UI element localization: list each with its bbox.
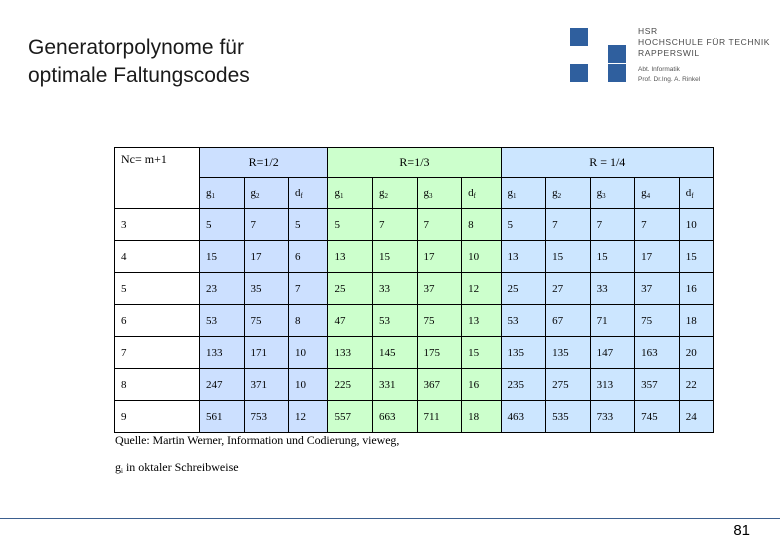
table-cell: 463 <box>501 401 546 433</box>
table-cell: 16 <box>679 273 713 305</box>
table-row <box>115 401 714 433</box>
table-cell: 313 <box>590 369 635 401</box>
generator-polynomial-table <box>114 147 714 433</box>
column-header-subscript: 2 <box>557 191 562 200</box>
table-cell: 20 <box>679 337 713 369</box>
table-cell: 15 <box>373 241 418 273</box>
table-cell: 10 <box>289 337 328 369</box>
table-cell: 175 <box>417 337 462 369</box>
table-cell: 16 <box>462 369 501 401</box>
table-cell: 10 <box>679 209 713 241</box>
column-header <box>328 178 373 209</box>
nc-cell: 9 <box>115 401 200 433</box>
logo-line: HSR <box>638 26 658 36</box>
column-header <box>501 178 546 209</box>
column-header <box>199 178 244 209</box>
column-header-subscript: 1 <box>513 191 517 200</box>
table-cell: 7 <box>244 209 289 241</box>
nc-cell: 4 <box>115 241 200 273</box>
column-header <box>244 178 289 209</box>
column-header-symbol: g <box>596 186 603 199</box>
table-cell: 133 <box>328 337 373 369</box>
table-cell: 5 <box>328 209 373 241</box>
table-cell: 7 <box>417 209 462 241</box>
table-cell: 12 <box>289 401 328 433</box>
logo-line: HOCHSCHULE FÜR TECHNIK <box>638 37 771 47</box>
column-header-subscript: 1 <box>211 191 215 200</box>
table-cell: 357 <box>635 369 680 401</box>
column-header-symbol: g <box>379 186 385 199</box>
table-cell: 247 <box>199 369 244 401</box>
table-cell: 22 <box>679 369 713 401</box>
column-header-symbol: d <box>295 186 301 199</box>
table-cell: 371 <box>244 369 289 401</box>
source-citation: Quelle: Martin Werner, Information und Codierung, vieweg, <box>115 433 400 447</box>
table-cell: 67 <box>546 305 591 337</box>
table-cell: 13 <box>328 241 373 273</box>
table-cell: 7 <box>590 209 635 241</box>
table-cell: 235 <box>501 369 546 401</box>
table-cell: 275 <box>546 369 591 401</box>
column-header-symbol: g <box>334 186 340 199</box>
table-cell: 37 <box>635 273 680 305</box>
column-header-subscript: 1 <box>339 191 344 200</box>
logo-department-line: Abt. Informatik <box>638 66 680 73</box>
nc-cell: 8 <box>115 369 200 401</box>
column-header-symbol: d <box>685 186 692 199</box>
table-cell: 15 <box>462 337 501 369</box>
slide-title-line-1: Generatorpolynome für <box>28 36 244 59</box>
table-row <box>115 241 714 273</box>
nc-cell: 6 <box>115 305 200 337</box>
table-cell: 7 <box>289 273 328 305</box>
table-cell: 25 <box>328 273 373 305</box>
column-header-subscript: f <box>691 191 694 200</box>
note-subscript: i <box>121 467 123 475</box>
table-cell: 557 <box>328 401 373 433</box>
table-cell: 753 <box>244 401 289 433</box>
table-cell: 25 <box>501 273 546 305</box>
column-header-subscript: 2 <box>256 191 260 200</box>
table-cell: 133 <box>199 337 244 369</box>
table-cell: 17 <box>244 241 289 273</box>
column-header-symbol: g <box>641 186 647 199</box>
slide-title-line-2: optimale Faltungscodes <box>28 64 250 87</box>
table-group-header-row <box>115 148 714 178</box>
column-header-symbol: g <box>552 186 558 199</box>
table-cell: 135 <box>546 337 591 369</box>
table-cell: 7 <box>546 209 591 241</box>
table-cell: 24 <box>679 401 713 433</box>
table-cell: 47 <box>328 305 373 337</box>
column-header <box>546 178 591 209</box>
table-cell: 5 <box>289 209 328 241</box>
table-cell: 535 <box>546 401 591 433</box>
footer-divider <box>0 518 780 519</box>
table-cell: 15 <box>590 241 635 273</box>
table-cell: 7 <box>635 209 680 241</box>
table-cell: 71 <box>590 305 635 337</box>
nc-cell: 7 <box>115 337 200 369</box>
logo-author-line: Prof. Dr.Ing. A. Rinkel <box>638 76 701 83</box>
table-row <box>115 369 714 401</box>
table-cell: 17 <box>417 241 462 273</box>
table-cell: 6 <box>289 241 328 273</box>
table-cell: 367 <box>417 369 462 401</box>
nc-cell: 3 <box>115 209 200 241</box>
table-cell: 17 <box>635 241 680 273</box>
column-header-subscript: 2 <box>384 191 388 200</box>
table-cell: 7 <box>373 209 418 241</box>
table-cell: 75 <box>635 305 680 337</box>
table-cell: 15 <box>546 241 591 273</box>
table-cell: 75 <box>417 305 462 337</box>
table-cell: 35 <box>244 273 289 305</box>
slide-title <box>28 34 408 90</box>
logo-square <box>570 64 588 82</box>
column-header-subscript: f <box>473 191 476 200</box>
table-cell: 15 <box>679 241 713 273</box>
column-header <box>373 178 418 209</box>
table-cell: 711 <box>417 401 462 433</box>
table-cell: 27 <box>546 273 591 305</box>
nc-header: Nc= m+1 <box>115 148 200 209</box>
table-cell: 745 <box>635 401 680 433</box>
table-cell: 33 <box>590 273 635 305</box>
table-cell: 75 <box>244 305 289 337</box>
hsr-logo-text <box>638 26 780 59</box>
table-cell: 225 <box>328 369 373 401</box>
column-header-symbol: g <box>423 186 430 199</box>
column-header-subscript: 3 <box>602 191 606 200</box>
logo-line: RAPPERSWIL <box>638 48 700 58</box>
column-header-symbol: g <box>250 186 256 199</box>
octal-note <box>115 460 239 475</box>
table-cell: 8 <box>462 209 501 241</box>
note-symbol: g <box>115 460 121 474</box>
logo-square <box>570 28 588 46</box>
page-number: 81 <box>733 522 750 539</box>
group-header-r13: R=1/3 <box>328 148 501 178</box>
column-header-symbol: g <box>205 186 212 199</box>
logo-department <box>638 65 778 85</box>
column-header <box>590 178 635 209</box>
table-cell: 13 <box>501 241 546 273</box>
table-row <box>115 273 714 305</box>
table-subheader-row <box>115 178 714 209</box>
table-cell: 733 <box>590 401 635 433</box>
table-cell: 135 <box>501 337 546 369</box>
table-cell: 53 <box>501 305 546 337</box>
table-cell: 5 <box>501 209 546 241</box>
logo-square <box>608 45 626 63</box>
table-cell: 53 <box>373 305 418 337</box>
table-cell: 12 <box>462 273 501 305</box>
nc-cell: 5 <box>115 273 200 305</box>
table-cell: 13 <box>462 305 501 337</box>
column-header-subscript: f <box>300 191 303 200</box>
group-header-r14: R = 1/4 <box>501 148 713 178</box>
column-header <box>417 178 462 209</box>
table-cell: 10 <box>289 369 328 401</box>
table-cell: 8 <box>289 305 328 337</box>
note-text: in oktaler Schreibweise <box>122 460 239 474</box>
table-row <box>115 305 714 337</box>
table-cell: 53 <box>199 305 244 337</box>
hsr-logo-mark <box>568 24 632 82</box>
table-cell: 561 <box>199 401 244 433</box>
logo-square <box>608 64 626 82</box>
table-cell: 23 <box>199 273 244 305</box>
table-row <box>115 209 714 241</box>
column-header <box>635 178 680 209</box>
group-header-r12: R=1/2 <box>199 148 328 178</box>
table-cell: 33 <box>373 273 418 305</box>
column-header-symbol: d <box>468 186 474 199</box>
column-header-subscript: 4 <box>646 191 651 200</box>
table-cell: 10 <box>462 241 501 273</box>
column-header-subscript: 3 <box>429 191 433 200</box>
column-header-symbol: g <box>507 186 514 199</box>
table-cell: 37 <box>417 273 462 305</box>
table-row <box>115 337 714 369</box>
column-header <box>289 178 328 209</box>
table-cell: 163 <box>635 337 680 369</box>
table-cell: 18 <box>462 401 501 433</box>
table-cell: 145 <box>373 337 418 369</box>
table-cell: 171 <box>244 337 289 369</box>
table-cell: 331 <box>373 369 418 401</box>
table-cell: 15 <box>199 241 244 273</box>
column-header <box>462 178 501 209</box>
table-cell: 663 <box>373 401 418 433</box>
column-header <box>679 178 713 209</box>
table-cell: 18 <box>679 305 713 337</box>
table-cell: 5 <box>199 209 244 241</box>
table-cell: 147 <box>590 337 635 369</box>
